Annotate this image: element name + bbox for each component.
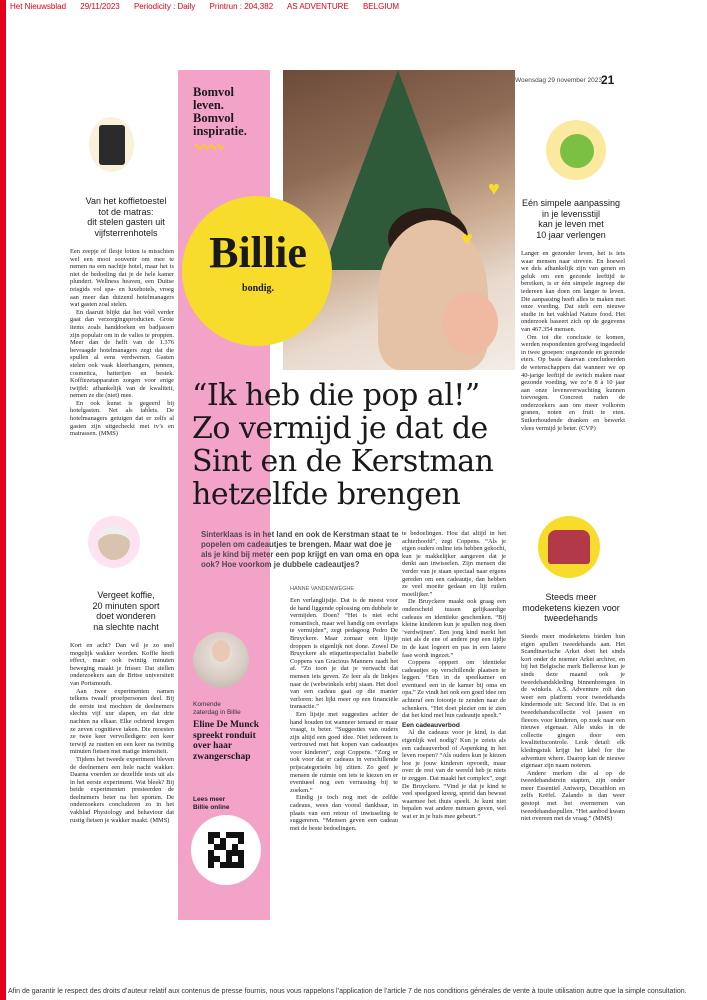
portrait-face-shape: [212, 640, 230, 662]
article-byline: HANNE VANDENWEGHE: [290, 586, 355, 592]
sidebar-left-top-title: [76, 196, 176, 238]
tagline-line: inspiratie.: [193, 124, 247, 138]
headline-line: Zo vermijd je dat de: [192, 411, 488, 446]
banner-tagline: [193, 86, 273, 138]
headline-line: Sint en de Kerstman: [192, 444, 494, 479]
edition: AS ADVENTURE: [286, 2, 349, 11]
heart-icon: ♥: [488, 178, 500, 200]
sidebar-paragraph: Aan twee experimenten namen telkens twaalf proefpersonen deel. Bij de eerste test mochten de deelnemers slechts vijf uur slapen, en dat drie nachten na elkaar. Elke ochtend kregen ze zeven cognitieve taken. Die moesten ze twee keer vervolledigen: een keer terwijl ze rustten en een keer na twintig minuten fietsen met matige intensiteit.: [70, 687, 174, 756]
sidebar-paragraph: Tijdens het tweede experiment bleven de deelnemers een hele nacht wakker. Daarna voerden ze dezelfde tests uit als in het eerste experiment. Wat bleek? Bij beide experimenten presteerden de deelnemers beter na het sporten. De onderzoekers concluderen zo in het vakblad Physiology and behaviour dat rustig fietsen je wakker maakt. (MMS): [70, 755, 174, 824]
sidebar-paragraph: Andere merken die al op de tweedehandstrein stapten, zijn onder meer Essentiel Antwerp, Decathlon en zelfs Krëfel. Zalando is dan weer gestopt met het overnemen van tweedehandsspullen. “Het aanbod kwam niet overeen met de vraag.” (MMS): [521, 769, 625, 823]
sidebar-left-top-body: [70, 248, 174, 438]
folio-date: Woensdag 29 november 2023: [515, 77, 602, 84]
article-intro: Sinterklaas is in het land en ook de Kerstman staat te popelen om cadeautjes te brengen. Maar wat doe je als je kind bij meter een pop krijgt en van oma en opa ook? Hoe voorkom je dubbele cadeautjes?: [201, 530, 400, 569]
promo-kicker: [193, 701, 241, 717]
sidebar-title-line: in je levensstijl: [541, 208, 601, 219]
red-edge-bar: [0, 0, 6, 1000]
qr-code-circle: [191, 815, 261, 885]
hero-photo: [283, 70, 515, 370]
sidebar-title-line: modeketens kiezen voor: [522, 602, 620, 613]
apple-illustration: [546, 120, 606, 180]
sidebar-title-line: vijfsterrenhotels: [94, 227, 158, 238]
country: BELGIUM: [362, 2, 399, 11]
promo-title: [193, 720, 277, 762]
sidebar-paragraph: En ook kunst is gegeerd bij hotelgasten. Net als tablets. De hotelmanagers getuigen dat er zelfs al gasten zijn uitgecheckt met tv’s en matrassen. (MMS): [70, 399, 174, 438]
heart-icon: ♥: [461, 228, 473, 250]
sidebar-title-line: tot de matras:: [98, 206, 154, 217]
doll-shape: [443, 292, 498, 354]
apple-icon: [560, 134, 594, 168]
sidebar-title-line: tweedehands: [544, 613, 598, 623]
page-number: 21: [601, 73, 615, 87]
publication-date: 29/11/2023: [80, 2, 120, 11]
printrun: Printrun : 204,382: [209, 2, 274, 11]
promo-kicker-line: Komende: [193, 701, 221, 708]
article-subhead: Een cadeauverbod: [402, 721, 460, 729]
sidebar-paragraph: Steeds meer modeketens bieden hun eigen spullen tweedehands aan. Het Scandinavische Arket doet het sinds kort onder de noemer Arket archive, en bij het Belgische merk Bellerose kun je sinds deze maand ook je tweedehandskleding binnenbrengen in de winkels. A.S. Adventure rolt dan weer een platform voor tweedehands kindermode uit: Second life. Dat is en tweedehandscollectie vol jassen en fleeces voor kinderen, op zoek naar een nieuwe eigenaar. Alle stuks in de collectie gingen door een kwaliteitscontrole. Leuk detail: elk kledingstuk krijgt het label for the adventure where. Daarop kan de nieuwe eigenaar zijn naam noteren.: [521, 633, 625, 770]
promo-kicker-line: zaterdag in Billie: [193, 709, 241, 716]
headline-line: hetzelfde brengen: [192, 477, 461, 512]
sidebar-right-top-body: [521, 250, 625, 432]
publication-name: Het Nieuwsblad: [10, 2, 67, 11]
clipping-header: [10, 2, 411, 11]
article-paragraph: Een lijstje met suggesties achter de hand houden tot wanneer iemand er maar vraagt, is beter. “Suggesties van ouders zijn altijd een goed idee. Niet iedereen is vertrouwd met het kopen van cadeautjes voor kinderen”, zegt Coppens. “Zorg er ook voor dat er cadeaus in verschillende prijscategorieën bij zitten. Zo geef je mensen de ruimte om iets te kiezen en er eventueel nog een verrassing bij te zoeken.”: [290, 710, 398, 794]
article-paragraph: De Bruyckere maakt ook graag een onderscheid tussen gelijkaardige cadeaus en identieke geschenken. “Bij kleine kinderen kun je spullen nog doen ‘verdwijnen’. Een jong kind merkt het niet als de ene of andere pop een tijdje in de kast logeert en pas in een latere fase wordt ingezet.”: [402, 598, 506, 659]
coffee-illustration: [89, 117, 134, 172]
read-more-line: Billie online: [193, 804, 230, 811]
sidebar-title-line: Steeds meer: [545, 592, 597, 602]
article-headline: [192, 379, 502, 511]
sidebar-title-line: Van het koffietoestel: [85, 196, 167, 206]
sidebar-right-top-title: [515, 198, 627, 240]
promo-title-line: over haar: [193, 741, 233, 751]
tagline-line: Bomvol: [193, 85, 234, 99]
promo-title-line: zwangerschap: [193, 751, 251, 762]
sidebar-paragraph: Langer en gezonder leven, het is iets waar mensen naar streven. En hoewel we dels afhankelijk zijn van genen en geluk om een gezonde leeftijd te bereiken, is er één simpele ingreep die iedereen kan doen om langer te leven. Die aanpassing heeft alles te maken met onze voeding. Dat stelt een nieuwe studie in het vakblad Nature food. Het onderzoek baseert zich op de gegevens van 467.354 mensen.: [521, 250, 625, 333]
read-more-label: [193, 796, 229, 812]
sidebar-title-line: dit stelen gasten uit: [87, 217, 165, 227]
headline-line: “Ik heb die pop al!”: [192, 378, 480, 413]
sidebar-title-line: Eén simpele aanpassing: [521, 198, 621, 208]
billie-logo-sub: bondig.: [242, 283, 274, 294]
article-paragraph: Coppens opppert om identieke cadeautjes op verschillende plaatsen te leggen. “Een in de speelkamer en eventueel een in de kamer bij oma en opa.” Ze vindt het ook een goed idee om achteraf een fotootje te zenden naar de schenkers. “Het doet plezier om te zien dat het kind met hun cadeautje speelt.”: [402, 659, 506, 720]
periodicity: Periodicity : Daily: [133, 2, 196, 11]
sidebar-left-bottom-body: [70, 642, 174, 824]
article-paragraph: Eindig je toch nog met de zelfde cadeaus, wees dan vooral dankbaar, in plaats van een retour of inwisseling te suggereren. “Mensen geven een cadeau met de beste bedoelingen.: [290, 794, 398, 832]
sidebar-paragraph: En daaruit blijkt dat het vóél verder gaat dan verzorgingsproducten. Grote items zoals handdoeken en badjassen zijn populair om in de valies te proppen. Meer dan de helft van de 1.376 bevraagde hotelmanagers zegt dat die spullen al eens verdwenen. Gasten stelen ook vaak kleerhangers, pennen, cosmetica, batterijen en bestek. Koffiezetapparaten zorgen voor enige twijfel: afhankelijk van de kwaliteit, nemen ze die (niet) mee.: [70, 308, 174, 400]
coffee-machine-icon: [99, 125, 125, 165]
promo-title-line: spreekt ronduit: [193, 730, 256, 741]
sidebar-title-line: 20 minuten sport: [92, 600, 160, 611]
article-paragraph: Een verlanglijstje. Dat is de meest voor de hand liggende oplossing om dubbele te vermijden. Doen? “Het is niet echt romantisch, maar wel handig om overlaps te vermijden”, zegt pedagoog Pedro De Bruyckere. Maar zomaar een lijstje droppen is eigenlijk not done. Zowel De Bruyckere als etiquettespecialist Isabelle Coppens van Gracious Manners raadt het af. “Zo toon je dat je verwacht dat mensen iets geven. Ze leer als de linkjes naar de (webwinkels erbij staan. Het doel van een cadeau gaat op die manier verloren: het lijkt meer op een financiële transactie.”: [290, 597, 398, 711]
sidebar-right-bottom-title: [515, 592, 627, 624]
article-column-1: [290, 597, 398, 832]
sidebar-title-line: Vergeet koffie,: [97, 590, 155, 600]
sweater-icon: [548, 530, 590, 564]
sidebar-title-line: kan je leven met: [538, 219, 604, 229]
eline-portrait: [193, 632, 249, 688]
sidebar-paragraph: Kort en acht? Dan wil je zo snel mogelijk wakker worden. Koffie heeft effect, maar ook twintig minuten beweging maakt je frisser. Dat stellen onderzoekers aan de Britse universiteit van Portsmouth.: [70, 642, 174, 687]
sweater-illustration: [538, 516, 600, 578]
sidebar-right-bottom-body: [521, 633, 625, 823]
tagline-line: Bomvol: [193, 111, 234, 125]
copyright-footer: Afin de garantir le respect des droits d’auteur relatif aux contenus de presse fournis, nous vous rappelons l’application de l’article 7 de nos conditions générales de vente à toute utilisation autre que la simple consultation.: [8, 988, 687, 995]
article-paragraph: te bedoelingen. Hou dat altijd in het achterhoofd”, zegt Coppens. “Als je eigen ouders online iets hebben gekocht, kun je makkelijker aangeven dat je denkt aan inwisselen. Zijn mensen die verder van je staan speciaal naar ergens gereden om een cadeautje, dan hebben ze veel moeite gedaan en lijt ruilen moeilijker.”: [402, 530, 506, 598]
article-column-2: [402, 530, 506, 821]
billie-logo: Billie: [209, 228, 307, 277]
tagline-line: leven.: [193, 98, 224, 112]
wave-decoration-icon: ∿∿∿∿: [194, 142, 224, 153]
sidebar-title-line: doet wonderen: [96, 611, 156, 621]
read-more-line: Lees meer: [193, 796, 226, 803]
promo-title-line: Eline De Munck: [193, 720, 259, 730]
cyclist-illustration: [88, 516, 140, 568]
cyclist-helmet-icon: [98, 526, 130, 560]
sidebar-left-bottom-title: [76, 590, 176, 632]
sidebar-title-line: na slechte nacht: [93, 621, 159, 632]
qr-code-icon: [208, 832, 244, 868]
sidebar-title-line: 10 jaar verlengen: [536, 229, 606, 240]
sidebar-paragraph: Een zeepje of flesje lotion is misschien wel een mooi souvenir om mee te nemen na een nachtje hotel, maar het is niet de bedoeling dat je de hele kamer plundert. Wellness heaven, een Duitse reisgids vol spa- en luxehotels, vroeg aan meer dan duizend hotelmanagers wat gasten zoal stelen.: [70, 248, 174, 309]
sidebar-paragraph: Om tot die conclusie te komen, werden respondenten grofweg ingedeeld in twee groepen: ongezonde en gezonde eters. Op basis daarvan concludeerden de wetenschappers dat wanneer we op 40-jarige leeftijd de switch maken naar gezonde voeding, we zo’n 8 à 10 jaar aan onze levensverwachting kunnen toevoegen. Concreet raden de onderzoekers aan om meer volkoren granen, noten en fruit te eten. Suikerhoudende dranken en bewerkt vlees vermijd je beter. (CVP): [521, 333, 625, 432]
article-paragraph: Al die cadeaus voor je kind, is dat eigenlijk wel nodig? Kun je zeiets als een cadeauverbod of Aspenking in het leven roepen? “Als ouders kun je kiezen hoe je jouw kinderen opvoedt, maar over de rest van de wereld heb je niets te zeggen. Dat maakt het complex”, zegt De Bruyckere. “Vind je dat je kind te veel speelgoed kreeg, spreid dan bewust waarmee het thuis speelt. Je kunt niet bepalen wat andere mensen geven, wel wat er in je huis mee gebeurt.”: [402, 729, 506, 820]
